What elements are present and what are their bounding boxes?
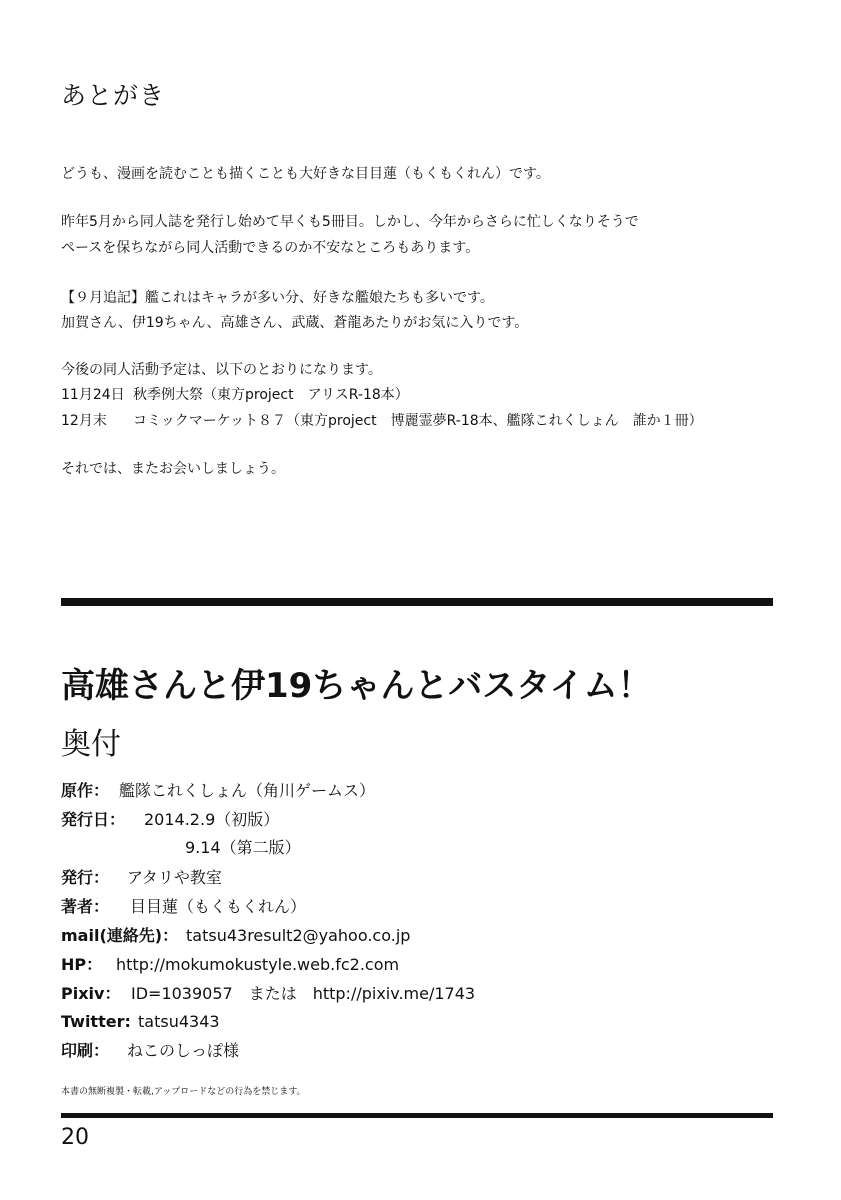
afterword-paragraph: 【９月追記】艦これはキャラが多い分、好きな艦娘たちも多いです。 <box>61 290 494 306</box>
afterword-paragraph: どうも、漫画を読むことも描くことも大好きな目目蓮（もくもくれん）です。 <box>61 166 550 182</box>
divider <box>61 1113 773 1118</box>
credit-label: Twitter: <box>61 1012 131 1031</box>
book-title: 高雄さんと伊19ちゃんとバスタイム！ <box>61 666 652 706</box>
colophon-heading: 奥付 <box>61 727 121 762</box>
credit-label: 発行日： <box>61 810 126 829</box>
credit-value: 9.14（第二版） <box>185 838 301 857</box>
credit-label: mail(連絡先)： <box>61 926 179 945</box>
afterword-paragraph: ペースを保ちながら同人活動できるのか不安なところもあります。 <box>61 240 480 256</box>
afterword-heading: あとがき <box>61 81 166 110</box>
credit-label: 印刷： <box>61 1041 110 1060</box>
schedule-event: 秋季例大祭（東方project アリスR-18本） <box>133 387 409 403</box>
credit-hp <box>61 955 400 975</box>
credit-printer <box>61 1041 240 1061</box>
schedule-row <box>61 413 703 429</box>
credit-mail <box>61 926 411 946</box>
afterword-paragraph: それでは、またお会いしましょう。 <box>61 461 285 477</box>
credit-publisher <box>61 868 222 888</box>
credit-label: HP： <box>61 955 103 974</box>
credit-value: tatsu43result2@yahoo.co.jp <box>186 926 411 945</box>
divider <box>61 598 773 606</box>
schedule-date: 12月末 <box>61 413 107 429</box>
afterword-paragraph: 昨年5月から同人誌を発行し始めて早くも5冊目。しかし、今年からさらに忙しくなりそうで <box>61 214 639 230</box>
credit-value: http://mokumokustyle.web.fc2.com <box>116 955 400 974</box>
credit-author <box>61 897 307 917</box>
copyright-notice: 本書の無断複製・転載,アップロードなどの行為を禁じます。 <box>61 1087 306 1097</box>
credit-label: Pixiv： <box>61 984 121 1003</box>
page-number: 20 <box>61 1125 89 1150</box>
credit-label: 原作： <box>61 781 110 800</box>
afterword-paragraph: 今後の同人活動予定は、以下のとおりになります。 <box>61 362 382 378</box>
afterword-paragraph: 加賀さん、伊19ちゃん、高雄さん、武蔵、蒼龍あたりがお気に入りです。 <box>61 315 529 331</box>
credit-value: 艦隊これくしょん（角川ゲームス） <box>119 781 376 800</box>
credit-label: 著者： <box>61 897 110 916</box>
schedule-row <box>61 387 409 403</box>
credit-label: 発行： <box>61 868 110 887</box>
schedule-date: 11月24日 <box>61 387 125 403</box>
credit-original <box>61 781 376 801</box>
credit-date <box>61 810 280 830</box>
credit-twitter <box>61 1012 220 1032</box>
credit-pixiv <box>61 984 476 1004</box>
credit-value: 目目蓮（もくもくれん） <box>130 897 307 916</box>
credit-value: tatsu4343 <box>138 1012 220 1031</box>
schedule-event: コミックマーケット８７（東方project 博麗霊夢R-18本、艦隊これくしょん 誰か１冊） <box>133 413 703 429</box>
credit-value: 2014.2.9（初版） <box>144 810 280 829</box>
credit-value: ねこのしっぽ様 <box>127 1041 240 1060</box>
credit-value: アタリや教室 <box>127 868 222 887</box>
credit-value: ID=1039057 または http://pixiv.me/1743 <box>131 984 476 1003</box>
